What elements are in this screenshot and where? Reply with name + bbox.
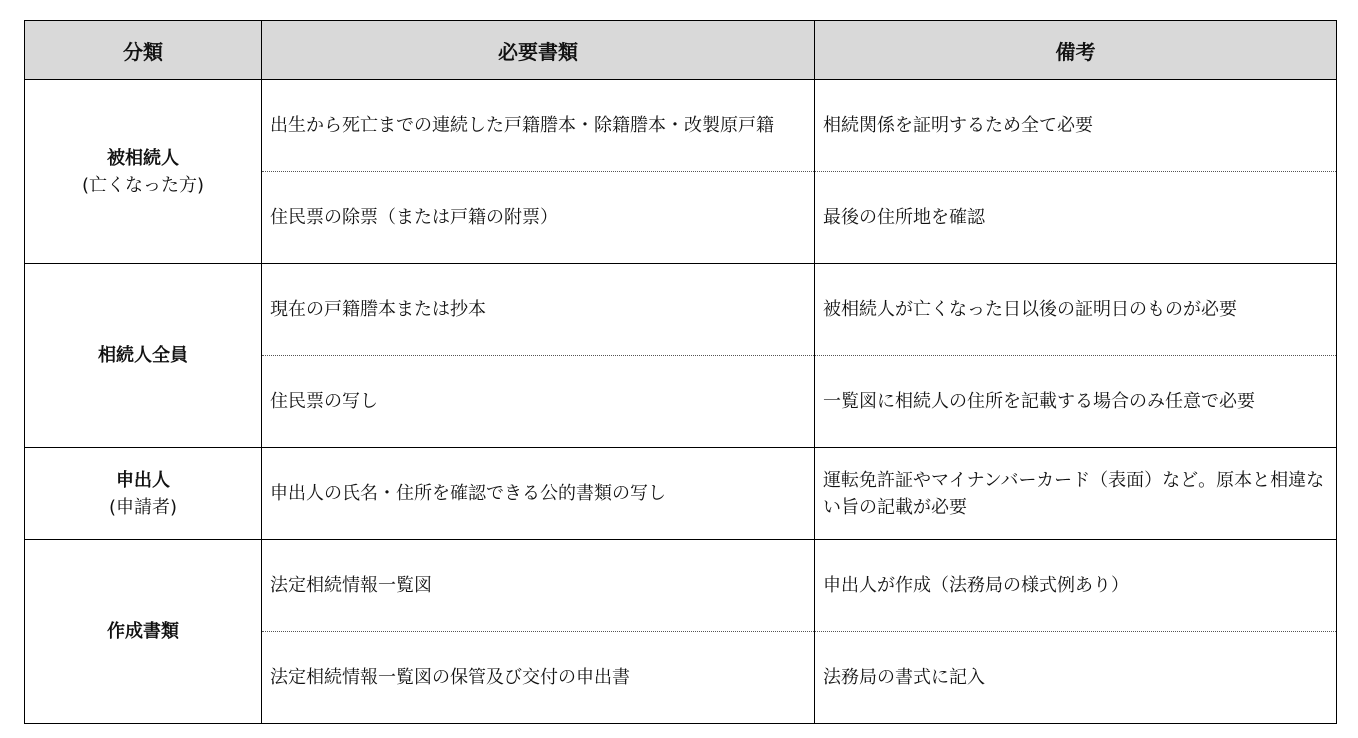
note-cell: 最後の住所地を確認 [815,172,1337,264]
table-header-row [25,21,1337,80]
category-cell [25,540,262,724]
doc-cell: 法定相続情報一覧図 [262,540,815,632]
table-row [25,540,1337,632]
category-sub: (亡くなった方) [81,174,205,196]
category-name: 被相続人 [107,147,179,169]
note-cell: 運転免許証やマイナンバーカード（表面）など。原本と相違ない旨の記載が必要 [815,448,1337,540]
category-sub: (申請者) [108,496,178,518]
category-name: 申出人 [116,469,170,491]
note-cell: 一覧図に相続人の住所を記載する場合のみ任意で必要 [815,356,1337,448]
header-required-docs: 必要書類 [262,21,815,80]
doc-cell: 申出人の氏名・住所を確認できる公的書類の写し [262,448,815,540]
category-name: 作成書類 [107,621,179,642]
doc-cell: 法定相続情報一覧図の保管及び交付の申出書 [262,632,815,724]
doc-cell: 現在の戸籍謄本または抄本 [262,264,815,356]
note-cell: 相続関係を証明するため全て必要 [815,80,1337,172]
category-name: 相続人全員 [98,345,188,366]
required-documents-table [24,20,1337,724]
category-cell [25,80,262,264]
note-cell: 法務局の書式に記入 [815,632,1337,724]
category-cell [25,448,262,540]
header-category: 分類 [25,21,262,80]
table-row [25,448,1337,540]
header-notes: 備考 [815,21,1337,80]
doc-cell: 出生から死亡までの連続した戸籍謄本・除籍謄本・改製原戸籍 [262,80,815,172]
category-cell [25,264,262,448]
note-cell: 申出人が作成（法務局の様式例あり） [815,540,1337,632]
table-row [25,80,1337,172]
doc-cell: 住民票の除票（または戸籍の附票） [262,172,815,264]
note-cell: 被相続人が亡くなった日以後の証明日のものが必要 [815,264,1337,356]
table-row [25,264,1337,356]
doc-cell: 住民票の写し [262,356,815,448]
